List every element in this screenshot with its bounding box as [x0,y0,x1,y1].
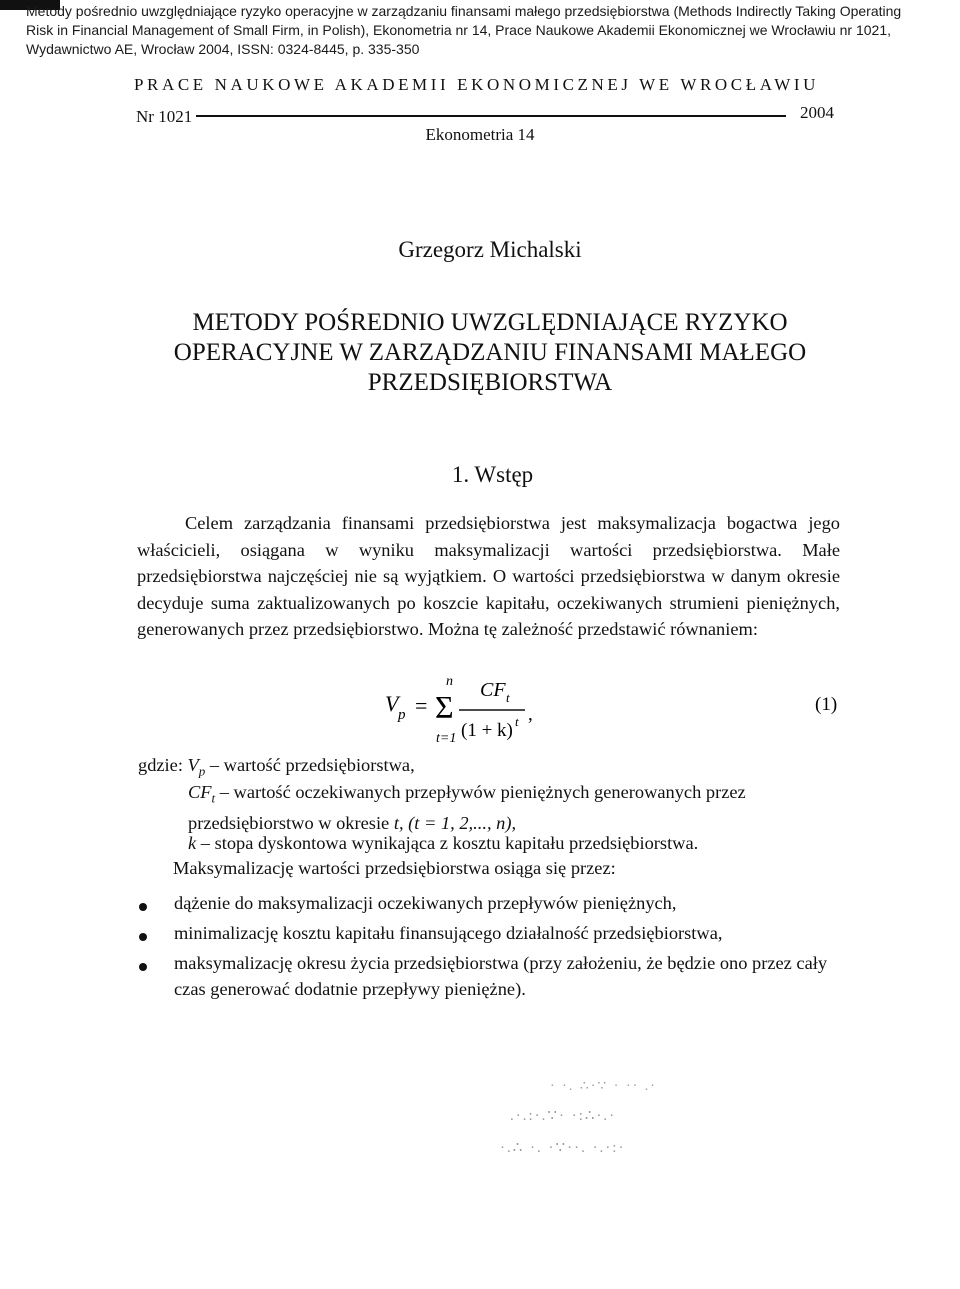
eq-sum-lower: t=1 [436,731,457,746]
eq-sum-upper: n [446,674,453,689]
definition-vp [138,755,415,780]
eq-lhs-sub: p [398,707,406,723]
definition-cf [188,780,848,836]
k-symbol: k [188,833,197,853]
gdzie-label: gdzie: [138,755,183,775]
journal-name: Ekonometria 14 [425,125,535,144]
cf-symbol: $CF_t$ [188,782,216,806]
vp-definition: – wartość przedsiębiorstwa, [209,755,415,775]
equation-number: (1) [815,694,838,715]
eq-numerator-sub: t [506,690,510,705]
author-name: Grzegorz Michalski [398,237,582,262]
svg-text:.·.:·.∵· ·:∴·.·: .·.:·.∵· ·:∴·.· [510,1108,617,1124]
eq-comma: , [528,704,533,725]
cf-range: t, (t = 1, 2,..., n), [393,812,517,833]
issue-number: Nr 1021 [136,107,193,126]
bullet-dot [139,933,147,941]
bullet-dot [139,903,147,911]
list-item-text: minimalizację kosztu kapitału finansującego działalność przedsiębiorstwa, [174,923,723,943]
cf-definition: – wartość oczekiwanych przepływów pieniężnych generowanych przez przedsiębiorstwo w okresie [188,782,746,833]
eq-lhs: V [385,691,399,716]
list-item-text: dążenie do maksymalizacji oczekiwanych przepływów pieniężnych, [174,893,677,913]
paper-title [0,308,960,398]
eq-equals: = [415,693,428,718]
series-title: PRACE NAUKOWE AKADEMII EKONOMICZNEJ WE WROCŁAWIU [134,75,820,94]
eq-denominator: (1 + k) [461,720,513,741]
issue-year: 2004 [800,103,834,122]
section-heading: 1. Wstęp [451,462,534,487]
eq-denominator-sup: t [515,714,519,729]
svg-text:· ·. ∴·∵ · ·· .·: · ·. ∴·∵ · ·· .· [550,1079,657,1094]
bullet-dot [139,963,147,971]
citation-header: Metody pośrednio uwzględniające ryzyko operacyjne w zarządzaniu finansami małego przedsiębiorstwa (Methods Indirectly Taking Operating Risk in Financial Management of Small Firm, in Polish), Ekonometria nr 14, Prace Naukowe Akademii Ekonomicznej we Wrocławiu nr 1021, Wydawnictwo AE, Wrocław 2004, ISSN: 0324-8445, p. 335-350 [26,3,902,57]
list-item-text: maksymalizację okresu życia przedsiębiorstwa (przy założeniu, że będzie ono przez cały czas generować dodatnie przepływy pieniężne). [174,953,828,999]
faint-library-stamp [500,1070,730,1165]
eq-numerator: CF [480,679,506,701]
svg-text:·.∴ ·. ·∵··. ·.·:·: ·.∴ ·. ·∵··. ·.·:· [500,1140,626,1156]
title-line: PRZEDSIĘBIORSTWA [367,369,613,396]
title-line: METODY POŚREDNIO UWZGLĘDNIAJĄCE RYZYKO [192,309,788,336]
intro-paragraph: Celem zarządzania finansami przedsiębiorstwa jest maksymalizacja bogactwa jego właścicieli, osiągana w wyniku maksymalizacji wartości przedsiębiorstwa. Małe przedsiębiorstwa najczęściej nie są wyjątkiem. O wartości przedsiębiorstwa w danym okresie decyduje suma zaktualizowanych po koszcie kapitału, oczekiwanych strumieni pieniężnych, generowanych przez przedsiębiorstwo. Można tę zależność przedstawić równaniem: [137,513,840,640]
title-line: OPERACYJNE W ZARZĄDZANIU FINANSAMI MAŁEGO [173,339,807,366]
eq-sum: Σ [435,689,454,725]
equation-1 [0,668,960,748]
masthead-rule [196,115,786,117]
k-definition: – stopa dyskontowa wynikająca z kosztu kapitału przedsiębiorstwa. [200,833,699,853]
vp-symbol: $V_p$ [187,755,206,779]
maximization-intro: Maksymalizację wartości przedsiębiorstwa osiąga się przez: [173,858,616,878]
definition-k [188,833,698,854]
